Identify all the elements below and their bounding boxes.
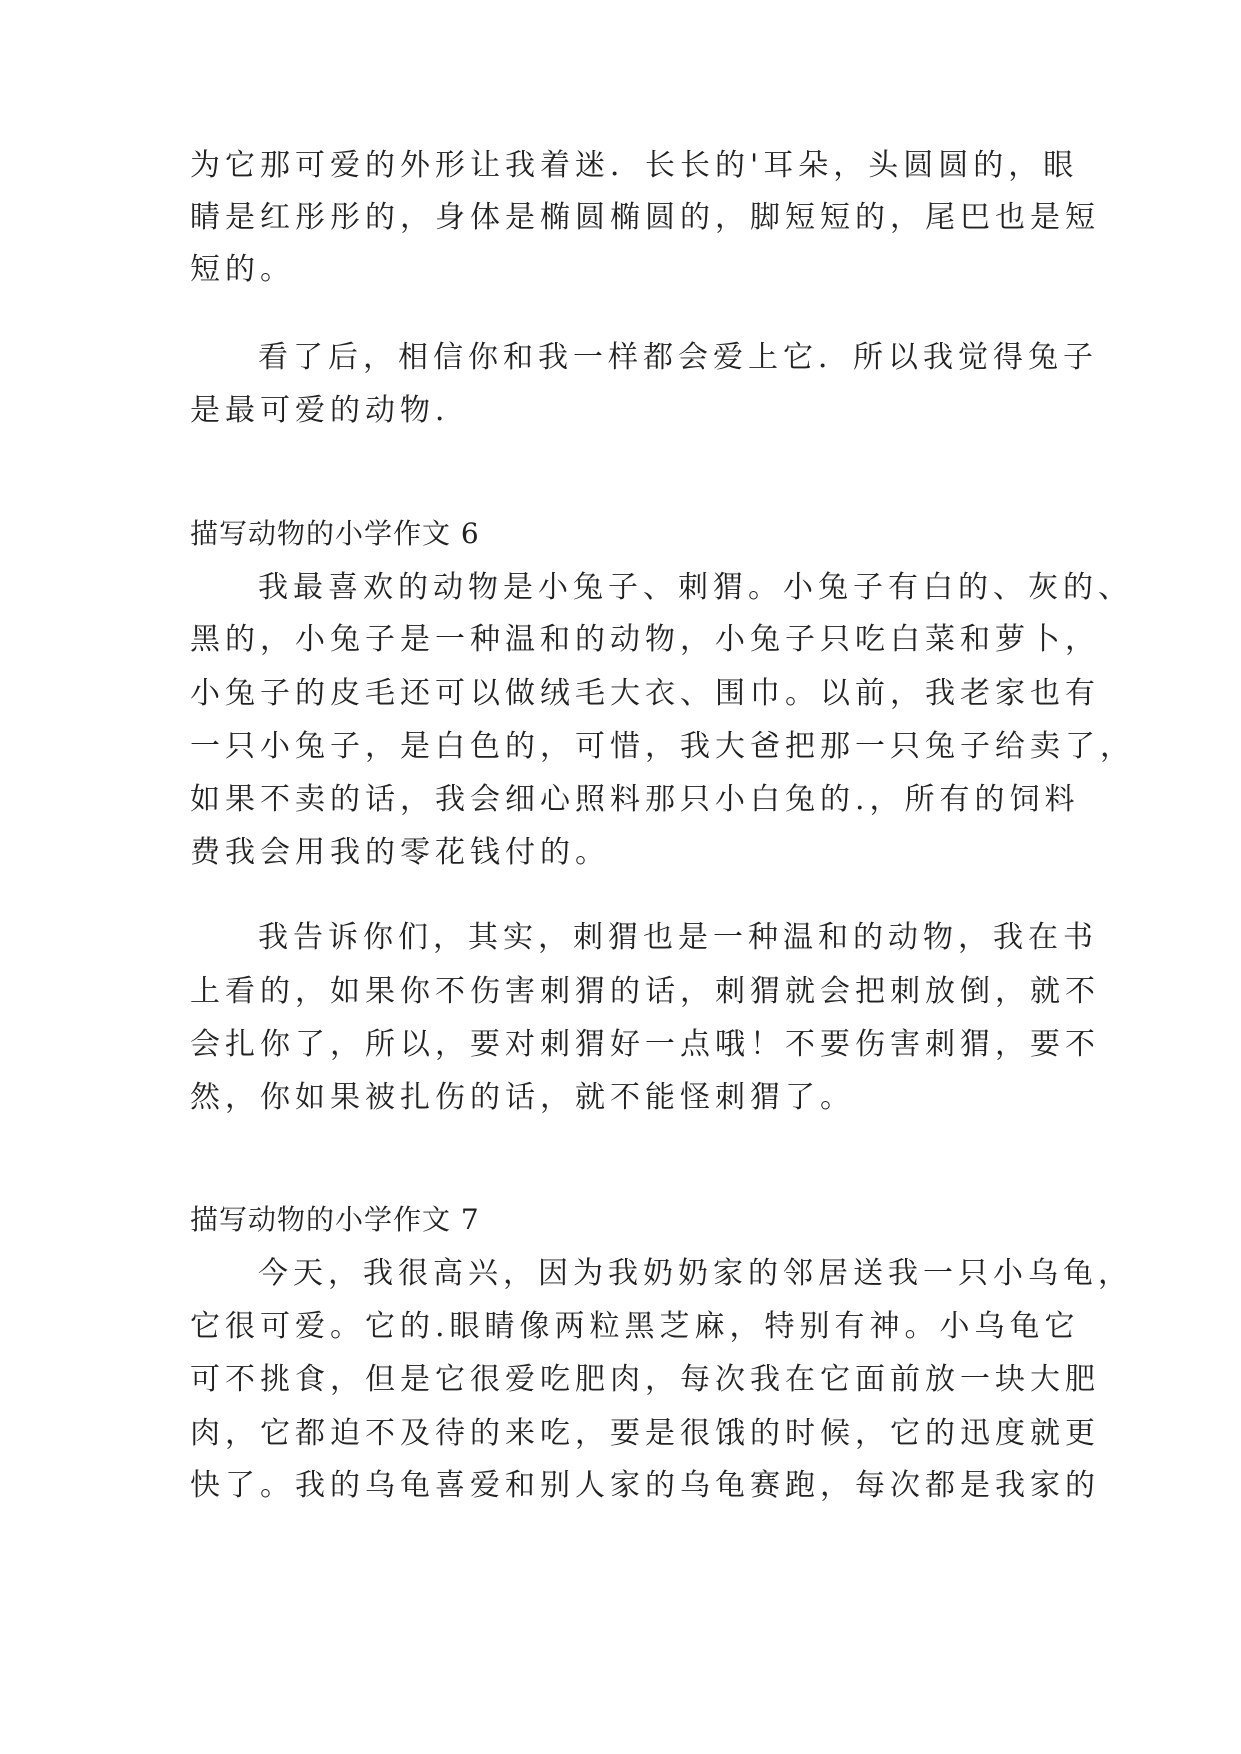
text-line: 看了后，相信你和我一样都会爱上它．所以我觉得兔子 [258, 340, 1098, 375]
text-line: 上看的，如果你不伤害刺猬的话，刺猬就会把刺放倒，就不 [190, 974, 1100, 1009]
text-line: 今天，我很高兴，因为我奶奶家的邻居送我一只小乌龟， [258, 1256, 1133, 1291]
text-line: 我最喜欢的动物是小兔子、刺猬。小兔子有白的、灰的、 [258, 570, 1133, 605]
text-line: 如果不卖的话，我会细心照料那只小白兔的.，所有的饲料 [190, 782, 1080, 817]
text-line: 黑的，小兔子是一种温和的动物，小兔子只吃白菜和萝卜， [190, 622, 1100, 657]
text-line: 是最可爱的动物． [190, 393, 470, 428]
text-line: 一只小兔子，是白色的，可惜，我大爸把那一只兔子给卖了， [190, 729, 1135, 764]
text-line: 我告诉你们，其实，刺猬也是一种温和的动物，我在书 [258, 920, 1098, 955]
text-line: 可不挑食，但是它很爱吃肥肉，每次我在它面前放一块大肥 [190, 1362, 1100, 1397]
section-heading: 描写动物的小学作文 6 [190, 517, 480, 550]
text-line: 快了。我的乌龟喜爱和别人家的乌龟赛跑，每次都是我家的 [190, 1468, 1100, 1503]
text-line: 费我会用我的零花钱付的。 [190, 835, 610, 870]
text-line: 小兔子的皮毛还可以做绒毛大衣、围巾。以前，我老家也有 [190, 676, 1100, 711]
text-line: 它很可爱。它的.眼睛像两粒黑芝麻，特别有神。小乌龟它 [190, 1309, 1080, 1344]
text-line: 会扎你了，所以，要对刺猬好一点哦！不要伤害刺猬，要不 [190, 1027, 1100, 1062]
text-line: 短的。 [190, 252, 295, 287]
text-line: 睛是红彤彤的，身体是椭圆椭圆的，脚短短的，尾巴也是短 [190, 200, 1100, 235]
text-line: 为它那可爱的外形让我着迷．长长的'耳朵，头圆圆的，眼 [190, 148, 1079, 183]
text-line: 然，你如果被扎伤的话，就不能怪刺猬了。 [190, 1080, 855, 1115]
section-heading: 描写动物的小学作文 7 [190, 1203, 480, 1236]
text-line: 肉，它都迫不及待的来吃，要是很饿的时候，它的迅度就更 [190, 1416, 1100, 1451]
